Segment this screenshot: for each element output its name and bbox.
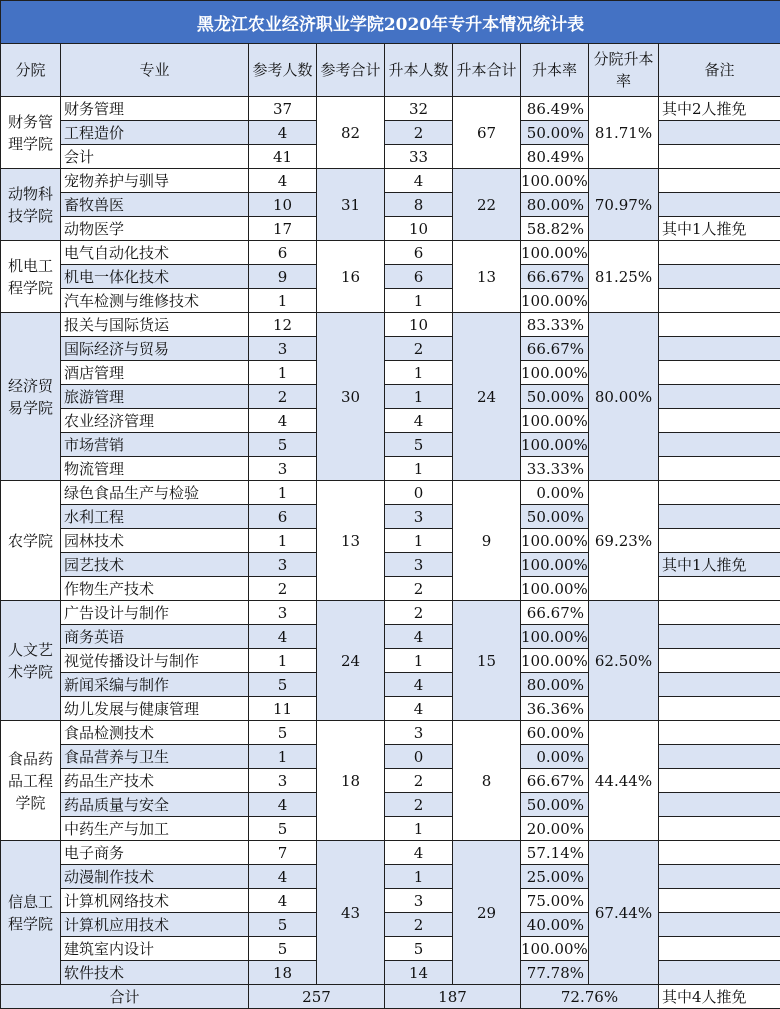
major-name: 食品检测技术 (61, 721, 249, 745)
admit-count: 0 (385, 481, 453, 505)
college-name: 经济贸易学院 (1, 313, 61, 481)
total-exam: 257 (249, 985, 385, 1009)
table-row (1, 793, 780, 817)
table-row (1, 649, 780, 673)
exam-count: 4 (249, 793, 317, 817)
table-row (1, 721, 780, 745)
major-name: 旅游管理 (61, 385, 249, 409)
exam-total: 16 (317, 241, 385, 313)
admit-rate: 100.00% (521, 361, 589, 385)
header-major: 专业 (61, 44, 249, 97)
note (659, 625, 780, 649)
table-row (1, 481, 780, 505)
exam-count: 11 (249, 697, 317, 721)
major-name: 药品生产技术 (61, 769, 249, 793)
note (659, 841, 780, 865)
exam-count: 41 (249, 145, 317, 169)
note (659, 505, 780, 529)
table-row (1, 337, 780, 361)
major-name: 计算机网络技术 (61, 889, 249, 913)
note (659, 385, 780, 409)
exam-count: 17 (249, 217, 317, 241)
college-name: 机电工程学院 (1, 241, 61, 313)
major-name: 电气自动化技术 (61, 241, 249, 265)
exam-count: 3 (249, 769, 317, 793)
note: 其中1人推免 (659, 217, 780, 241)
college-name: 财务管理学院 (1, 97, 61, 169)
exam-count: 6 (249, 505, 317, 529)
note (659, 697, 780, 721)
major-name: 汽车检测与维修技术 (61, 289, 249, 313)
header-rate: 升本率 (521, 44, 589, 97)
major-name: 园林技术 (61, 529, 249, 553)
exam-count: 9 (249, 265, 317, 289)
admit-rate: 100.00% (521, 433, 589, 457)
table-row (1, 937, 780, 961)
major-name: 物流管理 (61, 457, 249, 481)
admit-count: 14 (385, 961, 453, 985)
exam-total: 30 (317, 313, 385, 481)
exam-count: 4 (249, 625, 317, 649)
admit-rate: 36.36% (521, 697, 589, 721)
admit-count: 2 (385, 913, 453, 937)
admit-count: 2 (385, 577, 453, 601)
admit-rate: 77.78% (521, 961, 589, 985)
exam-count: 1 (249, 289, 317, 313)
college-name: 人文艺术学院 (1, 601, 61, 721)
admit-rate: 50.00% (521, 121, 589, 145)
admit-rate: 66.67% (521, 265, 589, 289)
college-rate: 81.25% (589, 241, 659, 313)
admit-count: 33 (385, 145, 453, 169)
admit-rate: 80.00% (521, 193, 589, 217)
major-name: 水利工程 (61, 505, 249, 529)
admit-rate: 80.00% (521, 673, 589, 697)
exam-count: 1 (249, 361, 317, 385)
admit-rate: 60.00% (521, 721, 589, 745)
admit-count: 2 (385, 769, 453, 793)
admit-rate: 75.00% (521, 889, 589, 913)
exam-count: 12 (249, 313, 317, 337)
header-exam-count: 参考人数 (249, 44, 317, 97)
note (659, 601, 780, 625)
exam-count: 4 (249, 121, 317, 145)
major-name: 绿色食品生产与检验 (61, 481, 249, 505)
admit-count: 1 (385, 649, 453, 673)
admit-count: 10 (385, 217, 453, 241)
college-rate: 44.44% (589, 721, 659, 841)
admit-rate: 100.00% (521, 937, 589, 961)
table-row (1, 865, 780, 889)
college-name: 信息工程学院 (1, 841, 61, 985)
exam-count: 1 (249, 481, 317, 505)
major-name: 国际经济与贸易 (61, 337, 249, 361)
admit-rate: 50.00% (521, 385, 589, 409)
college-name: 食品药品工程学院 (1, 721, 61, 841)
major-name: 计算机应用技术 (61, 913, 249, 937)
admit-count: 0 (385, 745, 453, 769)
college-rate: 70.97% (589, 169, 659, 241)
admit-count: 1 (385, 457, 453, 481)
exam-count: 3 (249, 601, 317, 625)
admit-count: 3 (385, 505, 453, 529)
admit-count: 8 (385, 193, 453, 217)
table-row (1, 913, 780, 937)
admit-rate: 100.00% (521, 577, 589, 601)
exam-count: 10 (249, 193, 317, 217)
exam-count: 5 (249, 817, 317, 841)
table-row (1, 289, 780, 313)
admit-count: 4 (385, 697, 453, 721)
admit-rate: 20.00% (521, 817, 589, 841)
exam-total: 43 (317, 841, 385, 985)
admit-count: 1 (385, 289, 453, 313)
note (659, 289, 780, 313)
admit-count: 6 (385, 265, 453, 289)
admit-rate: 33.33% (521, 457, 589, 481)
table-row (1, 577, 780, 601)
table-row (1, 265, 780, 289)
admit-rate: 86.49% (521, 97, 589, 121)
admit-count: 4 (385, 673, 453, 697)
college-rate: 80.00% (589, 313, 659, 481)
admit-count: 2 (385, 601, 453, 625)
admit-rate: 100.00% (521, 649, 589, 673)
admit-count: 2 (385, 793, 453, 817)
admit-total: 22 (453, 169, 521, 241)
admit-rate: 57.14% (521, 841, 589, 865)
admit-rate: 100.00% (521, 169, 589, 193)
major-name: 电子商务 (61, 841, 249, 865)
table-row (1, 553, 780, 577)
admit-rate: 50.00% (521, 793, 589, 817)
exam-count: 4 (249, 169, 317, 193)
major-name: 动漫制作技术 (61, 865, 249, 889)
table-row (1, 217, 780, 241)
admit-total: 9 (453, 481, 521, 601)
total-note: 其中4人推免 (659, 985, 780, 1009)
exam-count: 5 (249, 721, 317, 745)
table-row (1, 121, 780, 145)
admit-rate: 66.67% (521, 601, 589, 625)
exam-count: 3 (249, 337, 317, 361)
admit-rate: 80.49% (521, 145, 589, 169)
college-rate: 81.71% (589, 97, 659, 169)
note (659, 265, 780, 289)
admit-total: 8 (453, 721, 521, 841)
note (659, 121, 780, 145)
table-row (1, 97, 780, 121)
exam-count: 1 (249, 649, 317, 673)
admit-total: 24 (453, 313, 521, 481)
table-row (1, 313, 780, 337)
exam-total: 31 (317, 169, 385, 241)
major-name: 作物生产技术 (61, 577, 249, 601)
note (659, 457, 780, 481)
major-name: 酒店管理 (61, 361, 249, 385)
major-name: 财务管理 (61, 97, 249, 121)
admit-rate: 66.67% (521, 769, 589, 793)
exam-count: 2 (249, 577, 317, 601)
admit-count: 4 (385, 409, 453, 433)
note: 其中2人推免 (659, 97, 780, 121)
table-title: 黑龙江农业经济职业学院2020年专升本情况统计表 (1, 1, 780, 44)
admit-count: 5 (385, 937, 453, 961)
admit-count: 1 (385, 361, 453, 385)
college-rate: 62.50% (589, 601, 659, 721)
note (659, 913, 780, 937)
table-row (1, 841, 780, 865)
major-name: 幼儿发展与健康管理 (61, 697, 249, 721)
exam-total: 82 (317, 97, 385, 169)
admit-total: 13 (453, 241, 521, 313)
header-note: 备注 (659, 44, 780, 97)
note (659, 793, 780, 817)
admit-total: 29 (453, 841, 521, 985)
admit-count: 4 (385, 841, 453, 865)
note (659, 193, 780, 217)
table-row (1, 409, 780, 433)
note (659, 481, 780, 505)
admit-count: 2 (385, 121, 453, 145)
major-name: 工程造价 (61, 121, 249, 145)
exam-count: 5 (249, 913, 317, 937)
admit-total: 15 (453, 601, 521, 721)
admit-count: 1 (385, 817, 453, 841)
total-label: 合计 (1, 985, 249, 1009)
table-row (1, 145, 780, 169)
exam-count: 4 (249, 409, 317, 433)
note (659, 409, 780, 433)
exam-count: 4 (249, 889, 317, 913)
college-rate: 67.44% (589, 841, 659, 985)
major-name: 中药生产与加工 (61, 817, 249, 841)
table-row (1, 433, 780, 457)
admit-total: 67 (453, 97, 521, 169)
major-name: 会计 (61, 145, 249, 169)
table-row (1, 193, 780, 217)
exam-count: 2 (249, 385, 317, 409)
major-name: 市场营销 (61, 433, 249, 457)
header-exam-total: 参考合计 (317, 44, 385, 97)
major-name: 园艺技术 (61, 553, 249, 577)
table-row (1, 505, 780, 529)
note (659, 649, 780, 673)
admit-rate: 100.00% (521, 289, 589, 313)
note (659, 673, 780, 697)
table-body (1, 97, 780, 985)
admit-rate: 50.00% (521, 505, 589, 529)
table-row (1, 457, 780, 481)
college-name: 农学院 (1, 481, 61, 601)
note (659, 577, 780, 601)
exam-total: 13 (317, 481, 385, 601)
table-row (1, 601, 780, 625)
header-admit-total: 升本合计 (453, 44, 521, 97)
admit-rate: 100.00% (521, 409, 589, 433)
exam-count: 1 (249, 529, 317, 553)
admit-rate: 100.00% (521, 529, 589, 553)
exam-count: 1 (249, 745, 317, 769)
admit-count: 32 (385, 97, 453, 121)
table-row (1, 241, 780, 265)
note (659, 745, 780, 769)
table-row (1, 673, 780, 697)
admit-count: 1 (385, 865, 453, 889)
college-name: 动物科技学院 (1, 169, 61, 241)
note (659, 361, 780, 385)
note (659, 145, 780, 169)
header-college: 分院 (1, 44, 61, 97)
table-row (1, 961, 780, 985)
admit-rate: 58.82% (521, 217, 589, 241)
table-row (1, 529, 780, 553)
note (659, 241, 780, 265)
admit-rate: 0.00% (521, 481, 589, 505)
admit-rate: 40.00% (521, 913, 589, 937)
exam-total: 24 (317, 601, 385, 721)
admit-count: 4 (385, 625, 453, 649)
major-name: 宠物养护与驯导 (61, 169, 249, 193)
exam-count: 3 (249, 553, 317, 577)
admit-rate: 100.00% (521, 625, 589, 649)
major-name: 商务英语 (61, 625, 249, 649)
total-admit: 187 (385, 985, 521, 1009)
exam-count: 6 (249, 241, 317, 265)
exam-count: 3 (249, 457, 317, 481)
major-name: 食品营养与卫生 (61, 745, 249, 769)
note (659, 889, 780, 913)
exam-total: 18 (317, 721, 385, 841)
table-row (1, 817, 780, 841)
note (659, 169, 780, 193)
total-rate: 72.76% (521, 985, 659, 1009)
table-row (1, 769, 780, 793)
college-rate: 69.23% (589, 481, 659, 601)
admit-count: 3 (385, 889, 453, 913)
admit-rate: 66.67% (521, 337, 589, 361)
table-row (1, 385, 780, 409)
admit-rate: 83.33% (521, 313, 589, 337)
header-college-rate: 分院升本率 (589, 44, 659, 97)
admit-count: 2 (385, 337, 453, 361)
admit-rate: 100.00% (521, 553, 589, 577)
exam-count: 18 (249, 961, 317, 985)
major-name: 广告设计与制作 (61, 601, 249, 625)
exam-count: 4 (249, 865, 317, 889)
major-name: 建筑室内设计 (61, 937, 249, 961)
exam-count: 7 (249, 841, 317, 865)
major-name: 软件技术 (61, 961, 249, 985)
exam-count: 5 (249, 937, 317, 961)
major-name: 药品质量与安全 (61, 793, 249, 817)
note (659, 721, 780, 745)
admit-rate: 25.00% (521, 865, 589, 889)
exam-count: 37 (249, 97, 317, 121)
note (659, 313, 780, 337)
admit-count: 10 (385, 313, 453, 337)
note (659, 865, 780, 889)
note (659, 817, 780, 841)
note (659, 769, 780, 793)
admit-count: 3 (385, 553, 453, 577)
table-row (1, 745, 780, 769)
note (659, 961, 780, 985)
admit-count: 1 (385, 529, 453, 553)
major-name: 报关与国际货运 (61, 313, 249, 337)
exam-count: 5 (249, 433, 317, 457)
admit-count: 3 (385, 721, 453, 745)
admit-count: 6 (385, 241, 453, 265)
admit-rate: 100.00% (521, 241, 589, 265)
header-admit-count: 升本人数 (385, 44, 453, 97)
table-row (1, 697, 780, 721)
major-name: 农业经济管理 (61, 409, 249, 433)
admit-count: 5 (385, 433, 453, 457)
note (659, 937, 780, 961)
major-name: 动物医学 (61, 217, 249, 241)
note (659, 529, 780, 553)
admit-count: 4 (385, 169, 453, 193)
table-row (1, 361, 780, 385)
admit-rate: 0.00% (521, 745, 589, 769)
major-name: 新闻采编与制作 (61, 673, 249, 697)
major-name: 机电一体化技术 (61, 265, 249, 289)
major-name: 畜牧兽医 (61, 193, 249, 217)
table-row (1, 889, 780, 913)
note (659, 337, 780, 361)
admit-count: 1 (385, 385, 453, 409)
table-row (1, 625, 780, 649)
note (659, 433, 780, 457)
table-row (1, 169, 780, 193)
major-name: 视觉传播设计与制作 (61, 649, 249, 673)
note: 其中1人推免 (659, 553, 780, 577)
exam-count: 5 (249, 673, 317, 697)
